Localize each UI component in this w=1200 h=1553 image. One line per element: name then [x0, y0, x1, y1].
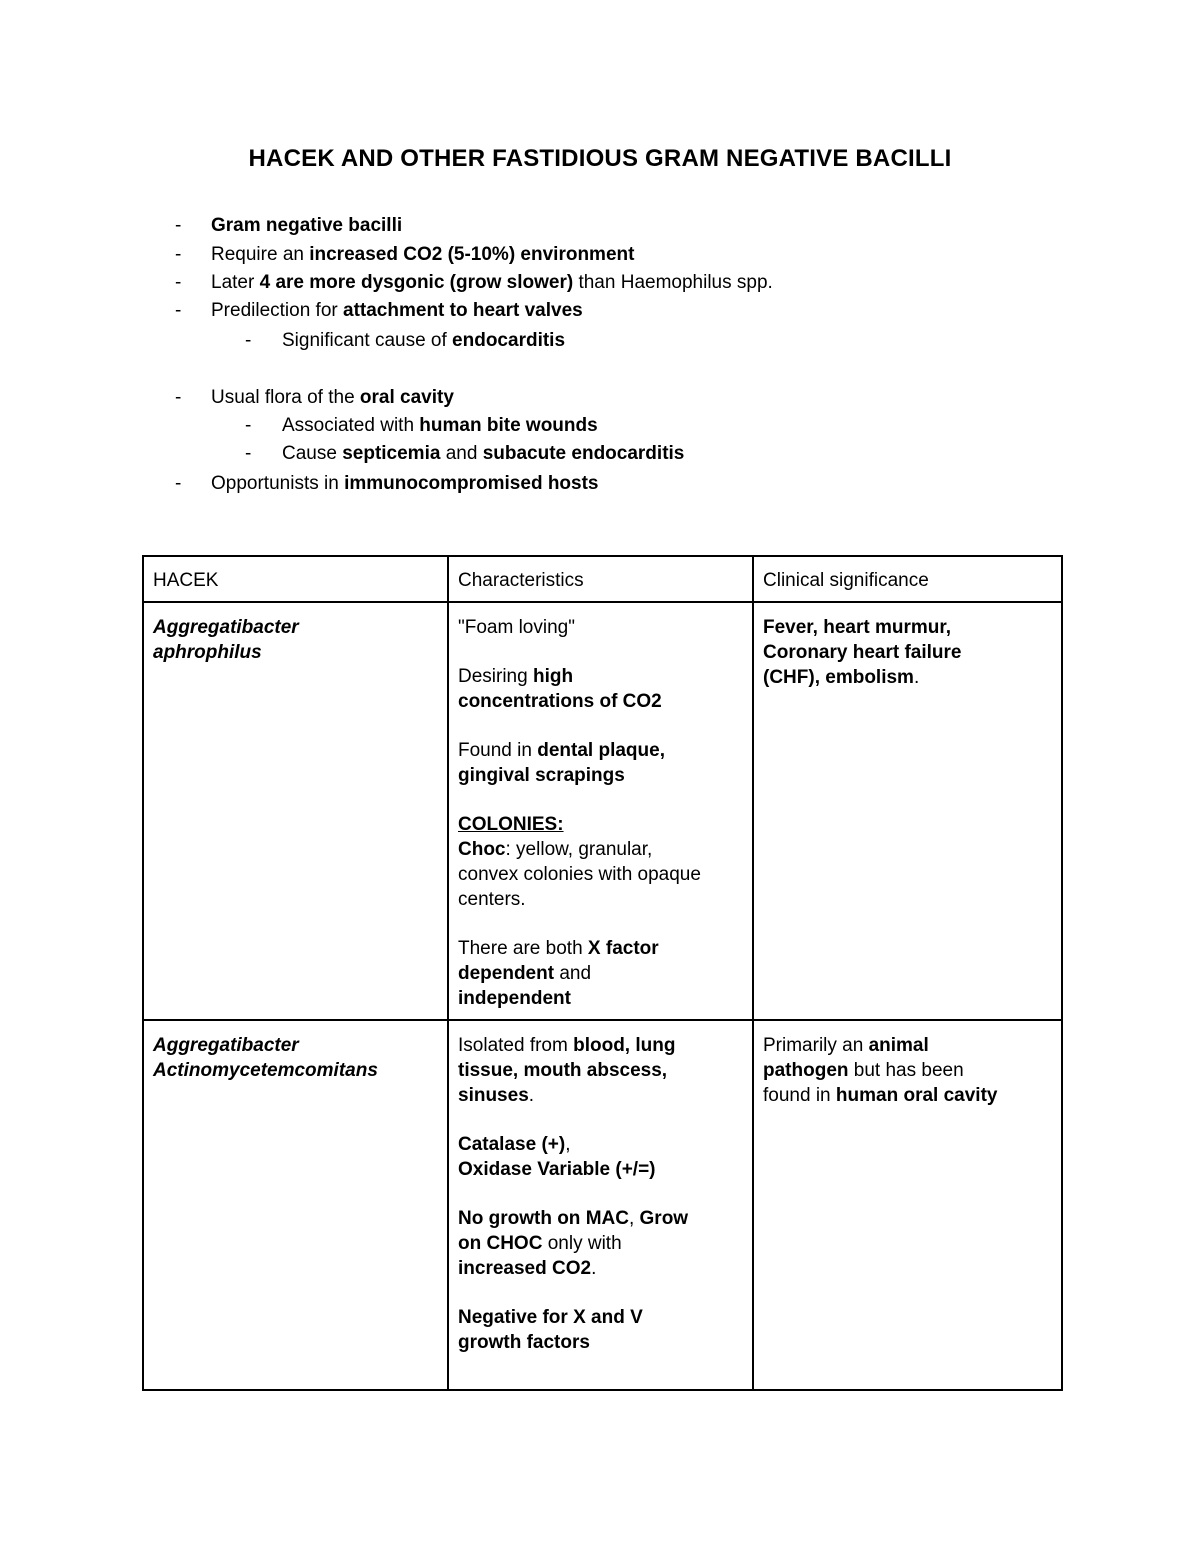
organism-name-line: Aggregatibacter	[153, 617, 299, 638]
organism-name-line: Actinomycetemcomitans	[153, 1060, 378, 1081]
char-paragraph	[458, 1305, 743, 1355]
char-paragraph	[458, 1033, 743, 1108]
char-paragraph	[458, 664, 743, 714]
cell-bold-text: Negative for X and V	[458, 1307, 643, 1328]
cell-text: but has been	[848, 1060, 964, 1081]
char-paragraph	[458, 615, 743, 640]
cell-text: : yellow, granular,	[505, 839, 653, 860]
cell-bold-text: animal	[868, 1035, 929, 1056]
organism-cell	[143, 602, 448, 1020]
cell-text: Found in	[458, 740, 538, 761]
cell-text: There are both	[458, 938, 588, 959]
organism-name-line: Aggregatibacter	[153, 1035, 299, 1056]
bullet-dash: -	[175, 300, 182, 321]
cell-text: Desiring	[458, 666, 533, 687]
document-title: HACEK AND OTHER FASTIDIOUS GRAM NEGATIVE BACILLI	[248, 145, 952, 172]
cell-bold-text: Grow	[639, 1208, 689, 1229]
bullet-dash: -	[175, 473, 182, 494]
cell-bold-text: dental plaque,	[537, 740, 665, 761]
cell-bold-text: growth factors	[458, 1332, 590, 1353]
cell-text: ,	[565, 1134, 571, 1155]
organism-name-line: aphrophilus	[153, 642, 262, 663]
cell-text: Isolated from	[458, 1035, 574, 1056]
cell-bold-text: No growth on MAC	[458, 1208, 629, 1229]
cell-text: .	[528, 1085, 535, 1106]
bullet-text: than Haemophilus spp.	[573, 272, 773, 293]
bullet-dash: -	[175, 244, 182, 265]
cell-bold-text: (CHF), embolism	[763, 667, 914, 688]
cell-text: found in	[763, 1085, 836, 1106]
char-paragraph	[458, 1132, 743, 1182]
cell-bold-text: high	[532, 666, 574, 687]
char-paragraph	[458, 936, 743, 1011]
table-header-row	[143, 556, 1062, 602]
bullet-text: Require an	[211, 244, 310, 265]
bullet-dash: -	[175, 215, 182, 236]
cell-text: centers.	[458, 889, 526, 910]
bullet-text: Later	[211, 272, 260, 293]
bullet-dash: -	[175, 272, 182, 293]
cell-bold-text: on CHOC	[458, 1233, 543, 1254]
organism-cell	[143, 1020, 448, 1390]
header-cell-clinical-significance: Clinical significance	[753, 556, 1062, 602]
bullet-text: Significant cause of	[282, 330, 453, 351]
bullet-text: Opportunists in	[211, 473, 345, 494]
clinical-cell	[753, 1020, 1062, 1390]
bullet-bold-text: subacute endocarditis	[482, 443, 685, 464]
cell-bold-text: Choc	[458, 839, 506, 860]
table-row	[143, 1020, 1062, 1390]
header-cell-characteristics: Characteristics	[448, 556, 753, 602]
cell-text: only with	[542, 1233, 622, 1254]
cell-bold-text: increased CO2	[458, 1258, 592, 1279]
cell-bold-text: gingival scrapings	[458, 765, 625, 786]
bullet-text: Associated with	[282, 415, 420, 436]
cell-bold-text: concentrations of CO2	[458, 691, 662, 712]
cell-bold-text: Catalase (+)	[458, 1134, 566, 1155]
bullet-dash: -	[245, 330, 252, 351]
cell-bold-text: X factor	[587, 938, 659, 959]
bullet-dash: -	[245, 443, 252, 464]
bullet-dash: -	[175, 387, 182, 408]
bullet-dash: -	[245, 415, 252, 436]
cell-text: ,	[628, 1208, 640, 1229]
char-paragraph	[458, 1206, 743, 1281]
cell-text: "Foam loving"	[458, 617, 575, 638]
cell-bold-text: tissue, mouth abscess,	[458, 1060, 668, 1081]
bullet-text: Cause	[282, 443, 343, 464]
bullet-bold-text: immunocompromised hosts	[344, 473, 599, 494]
cell-bold-text: Coronary heart failure	[763, 642, 962, 663]
char-paragraph	[458, 738, 743, 788]
characteristics-cell	[448, 1020, 753, 1390]
bullet-text: Predilection for	[211, 300, 344, 321]
cell-bold-text: independent	[458, 988, 571, 1009]
cell-bold-text: Oxidase Variable (+/=)	[458, 1159, 656, 1180]
cell-bold-text: pathogen	[763, 1060, 849, 1081]
clinical-cell	[753, 602, 1062, 1020]
cell-bold-text: human oral cavity	[835, 1085, 998, 1106]
table-row	[143, 602, 1062, 1020]
bullet-bold-text: attachment to heart valves	[343, 300, 583, 321]
bullet-bold-text: Gram negative bacilli	[211, 215, 403, 236]
characteristics-cell	[448, 602, 753, 1020]
hacek-table	[142, 555, 1063, 1391]
cell-bold-text: dependent	[458, 963, 555, 984]
bullet-bold-text: increased CO2 (5-10%) environment	[309, 244, 635, 265]
cell-bold-text: sinuses	[458, 1085, 529, 1106]
bullet-bold-text: 4 are more dysgonic (grow slower)	[259, 272, 574, 293]
bullet-bold-text: oral cavity	[359, 387, 454, 408]
cell-text: Primarily an	[763, 1035, 869, 1056]
colonies-heading: COLONIES:	[458, 814, 564, 835]
bullet-bold-text: endocarditis	[452, 330, 566, 351]
cell-text: .	[591, 1258, 597, 1279]
bullet-bold-text: septicemia	[342, 443, 441, 464]
bullet-bold-text: human bite wounds	[419, 415, 598, 436]
char-paragraph	[458, 812, 743, 912]
cell-bold-text: Fever, heart murmur,	[763, 617, 951, 638]
bullet-text: Usual flora of the	[211, 387, 360, 408]
cell-bold-text: blood, lung	[573, 1035, 676, 1056]
bullet-text: and	[440, 443, 483, 464]
cell-text: convex colonies with opaque	[458, 864, 701, 885]
cell-text: .	[913, 667, 920, 688]
cell-text: and	[554, 963, 592, 984]
header-cell-hacek: HACEK	[143, 556, 448, 602]
